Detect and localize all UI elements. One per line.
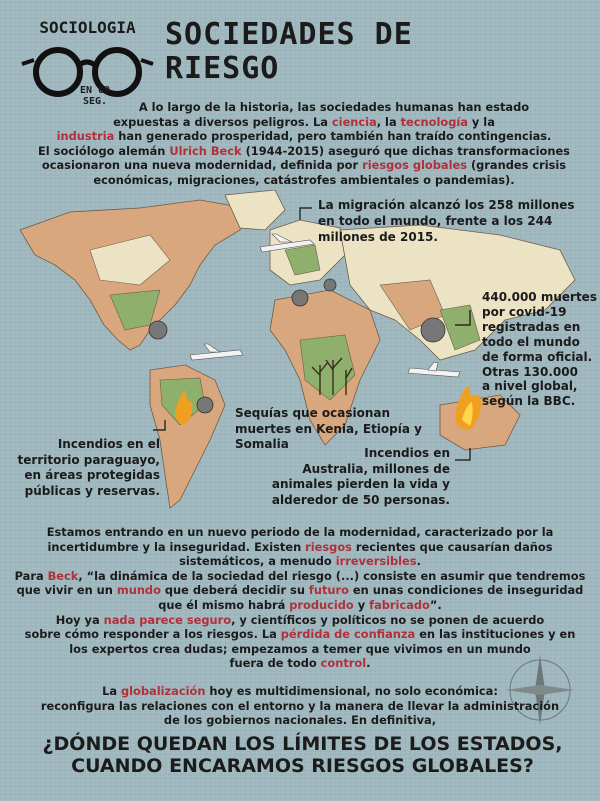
intro-line: económicas, migraciones, catástrofes ambientales o pandemias). [93,172,515,187]
brand-tagline: EN 60 SEG. [79,85,111,107]
callout-covid: 440.000 muertes por covid-19 registradas en todo el mundo de forma oficial. Otras 130.000 a nivel global, según la BBC. [482,290,597,409]
title-line-2: RIESGO [165,51,280,86]
callout-migration: La migración alcanzó los 258 millones en todo el mundo, frente a los 244 millones de 2015. [318,198,575,244]
callout-paraguay: Incendios en el territorio paraguayo, en áreas protegidas públicas y reservas. [17,437,160,498]
callout-australia: Incendios en Australia, millones de animales pierden la vida y alderedor de 50 personas. [271,446,450,507]
intro-line: industria han generado prosperidad, pero también han traído contingencias. [56,129,552,144]
page-title [165,18,413,86]
title-line-1: SOCIEDADES DE [165,17,413,52]
intro-line: El sociólogo alemán Ulrich Beck (1944-2015) aseguró que dichas transformaciones [38,143,570,158]
callout-drought: Sequías que ocasionan muertes en Kenia, Etiopía y Somalia [235,406,422,451]
body-paragraph-2: La globalización hoy es multidimensional, no solo económica: reconfigura las relaciones con el entorno y la manera de llevar la administración de los gobiernos nacionales. En definitiva, [40,684,560,728]
brand-logo [20,18,155,37]
intro-line: expuestas a diversos peligros. La ciencia, la tecnología y la [113,114,495,129]
intro-paragraph [20,100,588,188]
intro-line: ocasionaron una nueva modernidad, definida por riesgos globales (grandes crisis [41,158,567,173]
intro-line: A lo largo de la historia, las sociedades humanas han estado [138,100,530,114]
body-paragraph-1: Estamos entrando en un nuevo periodo de la modernidad, caracterizado por la incertidumbre y la inseguridad. Existen riesgos recientes que causarían daños sistemáticos, a menudo irreversibles. Para Beck, “la dinámica de la sociedad del riesgo (...) consiste en asumir que tendremos que vivir en un mundo que deberá decidir su futuro en unas condiciones de inseguridad que él mismo habrá producido y fabricado”. Hoy ya nada parece seguro, y científicos y políticos no se ponen de acuerdo sobre cómo responder a los riesgos. La pérdida de confianza en las instituciones y en los expertos crea dudas; empezamos a temer que vivimos en un mundo fuera de todo control. [14,525,586,671]
closing-question: ¿DÓNDE QUEDAN LOS LÍMITES DE LOS ESTADOS, CUANDO ENCARAMOS RIESGOS GLOBALES? [42,733,563,777]
brand-name: SOCIOLOGIA [39,18,136,37]
